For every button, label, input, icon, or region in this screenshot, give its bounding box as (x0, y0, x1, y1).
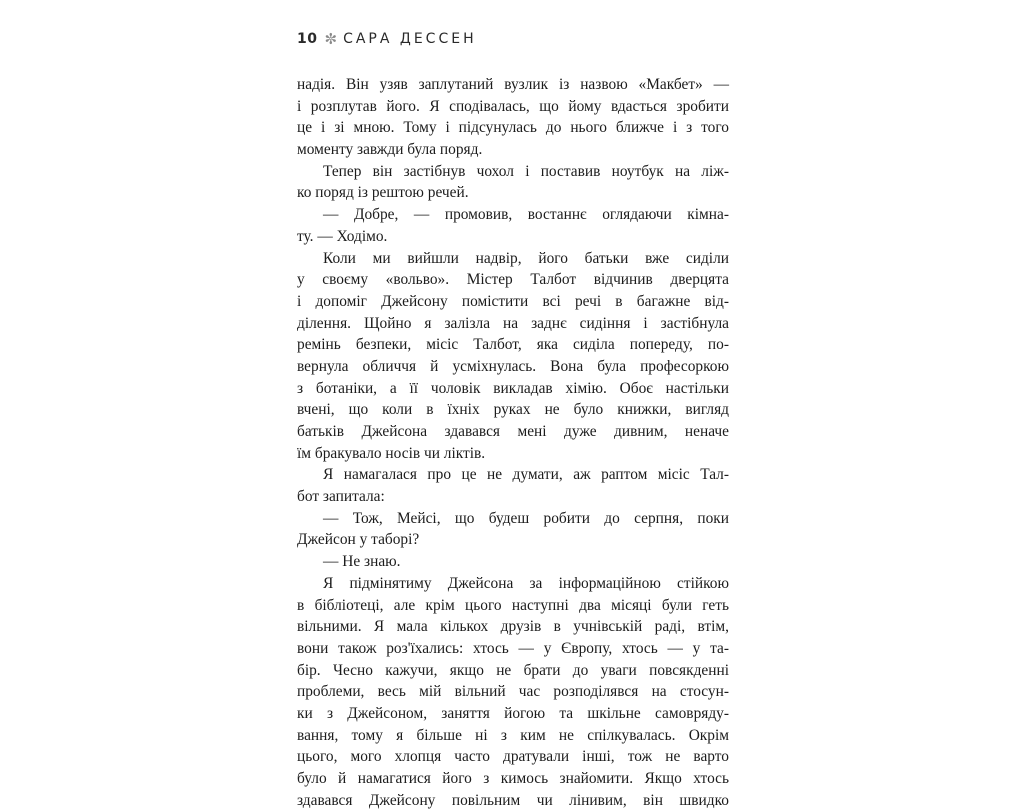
text-line: проблеми, весь мій вільний час розподілявся на стосун- (297, 683, 729, 701)
body-text (297, 74, 729, 811)
text-line: це і зі мною. Тому і підсунулась до нього ближче і з того (297, 119, 729, 137)
text-line: — Тож, Мейсі, що будеш робити до серпня, поки (323, 509, 729, 527)
text-line: Тепер він застібнув чохол і поставив ноутбук на ліж- (323, 162, 729, 180)
text-line: Я намагалася про це не думати, аж раптом місіс Тал- (323, 466, 729, 484)
text-line: вони також роз'їхались: хтось — у Європу, хтось — у та- (297, 639, 729, 657)
text-line: ремінь безпеки, місіс Талбот, яка сиділа попереду, по- (297, 336, 729, 354)
text-line: ділення. Щойно я залізла на заднє сидіння і застібнула (297, 314, 729, 332)
text-line: їм бракувало носів чи ліктів. (297, 444, 486, 462)
text-line: — Добре, — промовив, востаннє оглядаючи кімна- (323, 206, 729, 224)
text-line: бір. Чесно кажучи, якщо не брати до уваги повсякденні (297, 661, 729, 679)
text-line: у своєму «вольво». Містер Талбот відчинив дверцята (297, 271, 729, 289)
text-line: бот запитала: (297, 488, 385, 506)
text-line: вчені, що коли в їхніх руках не було книжки, вигляд (297, 401, 729, 419)
text-line: ко поряд із рештою речей. (297, 184, 469, 202)
text-line: вільними. Я мала кількох друзів в учнівській раді, втім, (297, 618, 729, 636)
text-line: і допоміг Джейсону помістити всі речі в багажне від- (297, 292, 729, 310)
text-line: Я підмінятиму Джейсона за інформаційною стійкою (323, 574, 729, 592)
text-line: цього, мого хлопця часто дратували інші, тож не варто (297, 748, 729, 766)
text-line: ки з Джейсоном, заняття йогою та шкільне самовряду- (297, 704, 729, 722)
text-line: і розплутав його. Я сподівалась, що йому вдасться зробити (297, 97, 729, 115)
text-line: Коли ми вийшли надвір, його батьки вже сиділи (323, 249, 729, 267)
running-head (297, 29, 477, 49)
page-number: 10 (297, 31, 318, 47)
text-line: батьків Джейсона здавався мені дуже дивним, неначе (297, 423, 729, 440)
flower-ornament-icon: ✼ (324, 30, 338, 48)
text-line: ту. — Ходімо. (297, 227, 388, 245)
text-line: вернула обличчя й усміхнулась. Вона була професоркою (297, 357, 729, 375)
text-line: було й намагатися його з кимось знайомити. Якщо хтось (297, 770, 729, 787)
text-line: Джейсон у таборі? (297, 531, 420, 549)
text-line: вання, тому я більше ні з ким не спілкувалась. Окрім (297, 726, 729, 744)
author-name: САРА ДЕССЕН (343, 31, 477, 47)
text-line: з ботаніки, а її чоловік викладав хімію. Обоє настільки (297, 379, 729, 397)
text-line: в бібліотеці, але крім цього наступні два місяці були геть (297, 596, 729, 614)
text-line: надія. Він узяв заплутаний вузлик із назвою «Макбет» — (297, 76, 729, 93)
text-line: здавався Джейсону повільним чи лінивим, він швидко (297, 791, 729, 809)
text-line: — Не знаю. (323, 553, 401, 571)
text-line: моменту завжди була поряд. (297, 141, 483, 159)
